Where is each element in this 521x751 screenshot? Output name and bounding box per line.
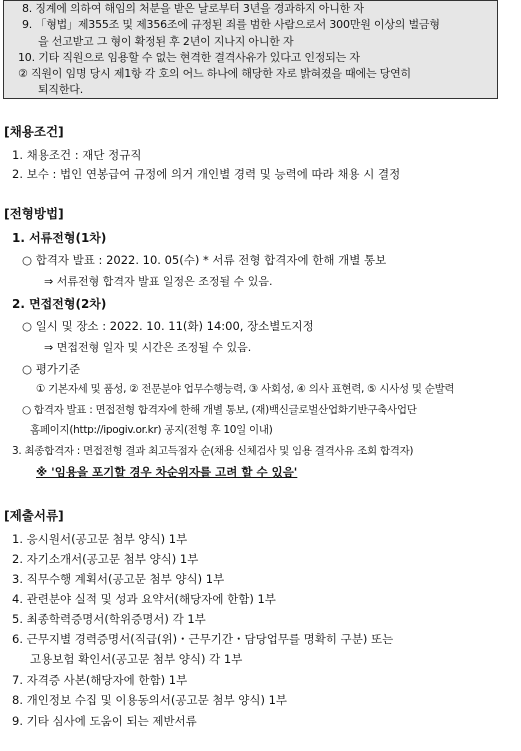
interview-criteria-label: ○ 평가기준 [22,362,81,376]
disqualification-clause-2: ② 직원이 임명 당시 제1항 각 호의 어느 하나에 해당한 자로 밝혀졌을 때에는 당연히 [18,67,411,80]
required-document-item: 1. 응시원서(공고문 첨부 양식) 1부 [12,532,188,546]
employment-condition-item: 1. 채용조건 : 재단 정규직 [12,148,142,162]
interview-criteria: ① 기본자세 및 품성, ② 전문분야 업무수행능력, ③ 사회성, ④ 의사 표현력, ⑤ 시사성 및 순발력 [36,383,455,395]
disqualification-item-9-cont: 을 선고받고 그 형이 확정된 후 2년이 지나지 아니한 자 [38,35,294,48]
interview-announcement: ○ 합격자 발표 : 면접전형 합격자에 한해 개별 통보, (재)백신글로벌산업화기반구축사업단 [22,404,417,416]
final-selection-note: ※ '임용을 포기할 경우 차순위자를 고려 할 수 있음' [36,465,298,479]
section-title-employment-conditions: [채용조건] [4,124,64,139]
interview-heading: 2. 면접전형(2차) [12,297,107,311]
required-document-item: 5. 최종학력증명서(학위증명서) 각 1부 [12,612,206,626]
disqualification-item-9: 9. 「형법」제355조 및 제356조에 규정된 죄를 범한 사람으로서 300만원 이상의 벌금형 [22,18,440,31]
required-document-item: 8. 개인정보 수집 및 이용동의서(공고문 첨부 양식) 1부 [12,693,288,707]
document-screening-note: ⇒ 서류전형 합격자 발표 일정은 조정될 수 있음. [44,275,273,288]
section-title-required-documents: [제출서류] [4,508,64,523]
required-document-item: 4. 관련분야 실적 및 성과 요약서(해당자에 한함) 1부 [12,592,276,606]
required-document-item: 2. 자기소개서(공고문 첨부 양식) 1부 [12,552,199,566]
disqualification-clause-2-cont: 퇴직한다. [38,83,84,96]
required-document-item: 3. 직무수행 계획서(공고문 첨부 양식) 1부 [12,572,225,586]
disqualification-item-10: 10. 기타 직원으로 임용할 수 없는 현격한 결격사유가 있다고 인정되는 자 [18,51,360,64]
required-document-item: 7. 자격증 사본(해당자에 한함) 1부 [12,673,188,687]
required-document-item: 9. 기타 심사에 도움이 되는 제반서류 [12,714,197,728]
section-title-selection-process: [전형방법] [4,206,64,221]
document-screening-announcement: ○ 합격자 발표 : 2022. 10. 05(수) * 서류 전형 합격자에 한해 개별 통보 [22,253,387,267]
document-screening-heading: 1. 서류전형(1차) [12,231,107,245]
required-document-item: 6. 근무지별 경력증명서(직급(위)・근무기간・담당업무를 명확히 구분) 또는 [12,632,394,646]
interview-announcement-cont: 홈페이지(http://ipogiv.or.kr) 공지(전형 후 10일 이내) [30,424,273,436]
final-selection-line: 3. 최종합격자 : 면접전형 결과 최고득점자 순(채용 신체검사 및 임용 결격사유 조회 합격자) [12,445,414,457]
interview-schedule: ○ 일시 및 장소 : 2022. 10. 11(화) 14:00, 장소별도지정 [22,319,314,333]
employment-salary-item: 2. 보수 : 법인 연봉급여 규정에 의거 개인별 경력 및 능력에 따라 채용 시 결정 [12,167,401,181]
required-document-item-cont: 고용보험 확인서(공고문 첨부 양식) 각 1부 [30,652,243,666]
interview-schedule-note: ⇒ 면접전형 일자 및 시간은 조정될 수 있음. [44,341,252,354]
disqualification-item-8: 8. 징계에 의하여 해임의 처분을 받은 날로부터 3년을 경과하지 아니한 자 [22,2,364,15]
